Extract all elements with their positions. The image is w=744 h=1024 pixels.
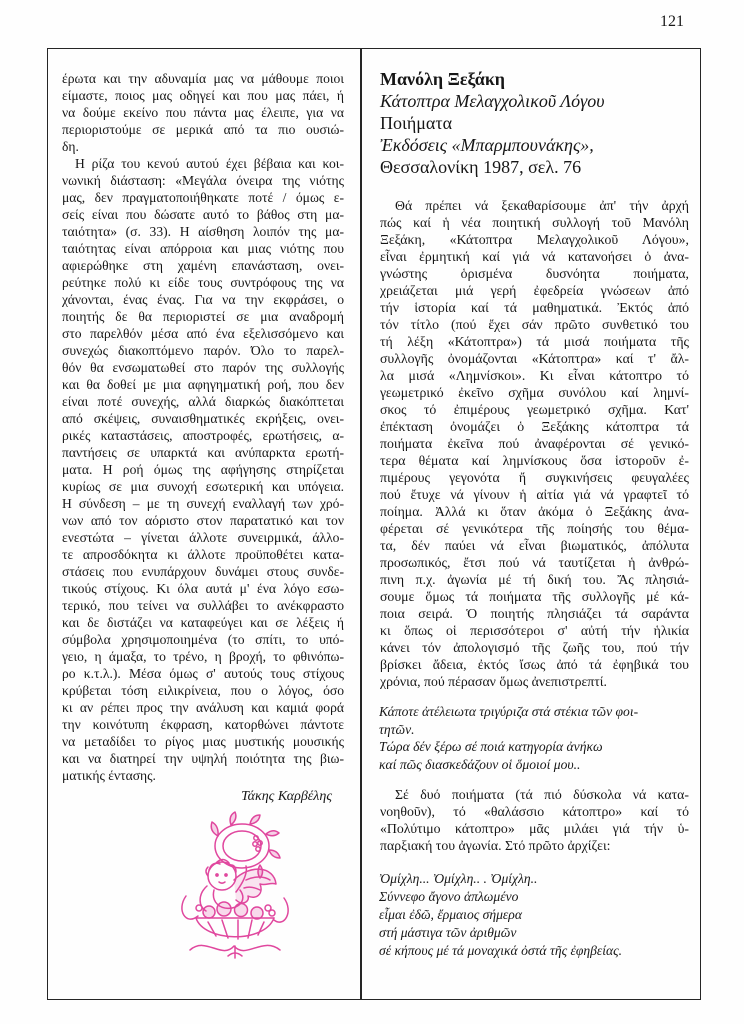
text-line: νωνική διάσταση: «Μεγάλα όνειρα της νιότης [62,173,344,188]
text-line: Ὀμίχλη... Ὀμίχλη.. . Ὀμίχλη.. [379,871,538,886]
text-line: αφιερώθηκε στη χαμένη επανάσταση, ονει- [62,258,344,273]
text-line: γεωμετρικό ἐκεῖνο σχῆμα συνόλου καί λημνί- [380,385,689,400]
left-paragraph-2 [62,155,344,784]
text-line: νοηθοῦν), τό «θαλάσσιο κάτοπτρο» καί τό [380,804,689,819]
text-line: να μεταδίδει το ρίγος μιας μυστικής μουσικής [62,734,344,749]
text-line: ρικές καταστάσεις, αποστροφές, ερωτήσεις, α- [62,428,344,443]
text-line: γειο, η άμαξα, το τρένο, η βροχή, το φθινόπω- [62,649,344,664]
text-line: φέρεται σέ γενικότερα τῆς ποίησής του θέμα- [380,521,689,536]
text-line: από σκέψεις, συναισθηματικές εκρήξεις, ονει- [62,411,344,426]
text-line: Θά πρέπει νά ξεκαθαρίσουμε ἀπ' τήν ἀρχή [395,198,689,213]
book-place-year-pages: Θεσσαλονίκη 1987, σελ. 76 [380,157,582,177]
text-line: στο παρελθόν μέσα από ένα εξελισσόμενο και [62,326,344,341]
book-genre: Ποιήματα [380,113,452,133]
right-paragraph-2 [380,786,689,854]
text-line: σύμβολα χρησιμοποιημένα (το σπίτι, το υπό- [62,632,344,647]
text-line: κι αν ρέπει προς την ανάλυση και καμιά φορά [62,700,344,715]
text-line: εἶμαι ἐδῶ, ἔρμαιος σήμερα [379,907,522,922]
text-line: Σέ δυό ποιήματα (τά πιό δύσκολα νά κατα- [395,787,689,802]
right-paragraph-1 [380,197,689,690]
text-line: Τώρα δέν ξέρω σέ ποιά κατηγορία ἀνήκω [379,739,603,754]
text-line: τερικό, που τείνει να συλλάβει το ανέκφραστο [62,598,344,613]
text-line: Ξεξάκη, «Κάτοπτρα Μελαγχολικοῦ Λόγου», [380,232,689,247]
text-line: λα μισά «Λημνίσκοι». Κι εἶναι κάτοπτρο τό [380,368,689,383]
text-line: πιμέρους γεγονότα ἤ συγκινήσεις φευγαλέες [380,470,689,485]
text-line: έρωτα και την αδυναμία μας να μάθουμε ποιοι [62,71,344,86]
text-line: Η ρίζα του κενού αυτού έχει βέβαια και κοι- [75,156,344,171]
right-body-2 [380,786,689,854]
text-line: είμαστε, ποιος μας οδηγεί και που μας πάει, ή [62,88,344,103]
book-author: Μανόλη Ξεξάκη [380,69,506,89]
left-column [62,70,344,784]
text-line: τε απροσδόκητα κι άλλοτε προϋποθέτει κατα- [62,547,344,562]
text-line: συλλογῆς ὀνομάζονται «Κάτοπτρα» καί τ' ἄλ- [380,351,689,366]
text-line: είναι ποτέ συνεχής, αλλά διαρκώς διακόπτεται [62,394,344,409]
page-number: 121 [660,13,684,30]
text-line: σέ κήπους μέ τά μοναχικά ὀστά τῆς ἐφηβείας. [379,943,623,958]
text-line: ενεστώτα – γίνεται άλλοτε συνειρμικά, άλλο- [62,530,344,545]
text-line: θόν θα ενσωματωθεί στο παρόν της συλλογής [62,360,344,375]
text-line: την κοινότυπη έκφραση, κατορθώνει πάντοτε [62,717,344,732]
text-line: στή μάστιγα τῶν ἀριθμῶν [379,925,517,940]
right-body [380,197,689,690]
text-line: ρεύτηκε πολύ κι είδε τους συντρόφους της να [62,275,344,290]
text-line: ἐπέκταση ὀνομάζει ὁ Ξεξάκης κάτοπτρα τά [380,419,689,434]
text-line: «Πολύτιμο κάτοπτρο» μᾶς μιλάει γιά τήν ὑ- [380,821,689,836]
column-divider [360,48,362,1000]
text-line: πού ἔτυχε νά γίνουν ἡ αἰτία γιά νά γραφτεῖ τό [380,487,689,502]
poem-quote [379,703,691,773]
text-line: ποια σειρά. Ὁ ποιητής πλησιάζει τά σαράντα [380,606,689,621]
text-line: σκος τό ἐπιμέρους γεωμετρικό σχῆμα. Κατ' [380,402,689,417]
author-signature: Τάκης Καρβέλης [241,789,332,804]
text-line: ποίημα. Ἀλλά κι ὅταν ἀκόμα ὁ Ξεξάκης ἀνα- [380,504,689,519]
text-line: συνεχώς διακοπτόμενο παρόν. Όλο το παρελ- [62,343,344,358]
text-line: παντήσεις σε υπαρκτά και ανύπαρκτα ερωτή- [62,445,344,460]
text-line: κάνει τόν ἀπολογισμό τῆς ζωῆς του, πού τήν [380,640,689,655]
text-line: προσωπικός, ἔτσι πού νά ταυτίζεται ἡ ἀνθρώ- [380,555,689,570]
book-publisher: Ἐκδόσεις «Μπαρμπουνάκης», [380,135,594,155]
text-line: τικούς στίχους. Κι όλα αυτά μ' ένα λόγο εσω- [62,581,344,596]
text-line: τόν τίτλο (πού ἔχει σάν πρῶτο συνθετικό του [380,317,689,332]
text-line: και να διατηρεί την υψηλή ποιότητα της βιω- [62,751,344,766]
text-line: κυρίως σε μια συνοχή εσωτερική και υπόγεια. [62,479,344,494]
text-line: εἶναι ἐρμητική καί γιά νά κατανοήσει ὁ ἀνα- [380,249,689,264]
text-line: τα, δέν παύει νά εἶναι βιωματικός, ἀπόλυτα [380,538,689,553]
text-line: χάνονται, ένας ένας. Για να την εκφράσει, ο [62,292,344,307]
ornament-illustration [176,810,294,962]
ornament-svg [176,810,294,962]
text-line: ταιότητα» (σ. 33). Η αίσθηση λοιπόν της μα- [62,224,344,239]
text-line: σείς είναι που δώσατε αυτό το βάθος στη μα- [62,207,344,222]
text-line: παρξιακή του ἀγωνία. Στό πρῶτο ἀρχίζει: [380,838,611,853]
text-line: καί πῶς διασκεδάζουν οἱ ὅμοιοί μου.. [379,756,581,772]
text-line: τήν ἱστορία καί τά μαθηματικά. Ἐκτός ἀπό [380,300,689,315]
text-line: ρο κ.τ.λ.). Μέσα όμως σ' αυτούς τους στίχους [62,666,344,681]
text-line: πινη π.χ. ἀγωνία μέ τή δική του. Ἄς πλησιά- [380,572,689,587]
text-line: στάσεις που ενυπάρχουν δυνάμει στους συνδε- [62,564,344,579]
text-line: χρόνια, πού πέρασαν ὅμως ἀνεπιστρεπτί. [380,674,607,689]
text-line: πώς καί ἡ νέα ποιητική συλλογή τοῦ Μανόλη [380,215,689,230]
text-line: γνώστης ὁρισμένα δυσνόητα ποιήματα, [380,266,689,281]
text-line: χρειάζεται μιά γερή ἐφεδρεία γνώσεων ἀπό [380,283,689,298]
poem-excerpt [379,870,691,960]
text-line: να δούμε εκείνο που πάντα μας έλειπε, για να [62,105,344,120]
text-line: τή λέξη «Κάτοπτρα») τά μισά ποιήματα τῆς [380,334,689,349]
review-header [380,68,690,178]
text-line: σουμε ὅμως τά ποιήματα τῆς συλλογῆς μέ κά- [380,589,689,604]
text-line: δη. [62,139,79,154]
text-line: μας, δεν πραγματοποιήθηκατε ποτέ / όμως ε- [62,190,344,205]
text-line: Σύννεφο ἄγονο ἁπλωμένο [379,889,519,904]
text-line: και θα δοθεί με μια αφηγηματική ροή, που δεν [62,377,344,392]
text-line: και δε διστάζει να καταφεύγει και σε λέξεις ή [62,615,344,630]
text-line: ποιήματα ἐκεῖνα πού ἀναφέρονται σέ γενικό- [380,436,689,451]
text-line: νων από τον αόριστο στον παρατατικό και τον [62,513,344,528]
text-line: περιοριστούμε σε μερικά από τα πιο ουσιώ- [62,122,344,137]
text-line: βρίσκει ἄδεια, ἐκτός ἴσως ἀπό τά ἐφηβικά του [380,657,689,672]
text-line: τητῶν. [379,721,415,737]
text-line: Η σύνδεση – με τη συνεχή εναλλαγή των χρό- [62,496,344,511]
fruit-basket [196,902,275,939]
text-line: κρύβεται τόση ειλικρίνεια, που ο λόγος, όσο [62,683,344,698]
text-line: ματα. Η ροή όμως της αφήγησης στηρίζεται [62,462,344,477]
text-line: ματικής έντασης. [62,768,156,783]
left-paragraph-1 [62,70,344,155]
book-title: Κάτοπτρα Μελαγχολικοῦ Λόγου [380,91,605,111]
text-line: Κάποτε ἀτέλειωτα τριγύριζα στά στέκια τῶν φοι- [379,704,639,719]
text-line: ταιότητας είναι απόρροια και μιας νιότης που [62,241,344,256]
text-line: ποιητής δε θα περιοριστεί σε μια αναδρομή [62,309,344,324]
text-line: κι ὅπως οἱ περισσότεροι σ' αὐτή τήν ἡλικία [380,623,689,638]
text-line: τερα θέματα καί λημνίσκους ὅσα ἱστοροῦν ἐ- [380,453,689,468]
